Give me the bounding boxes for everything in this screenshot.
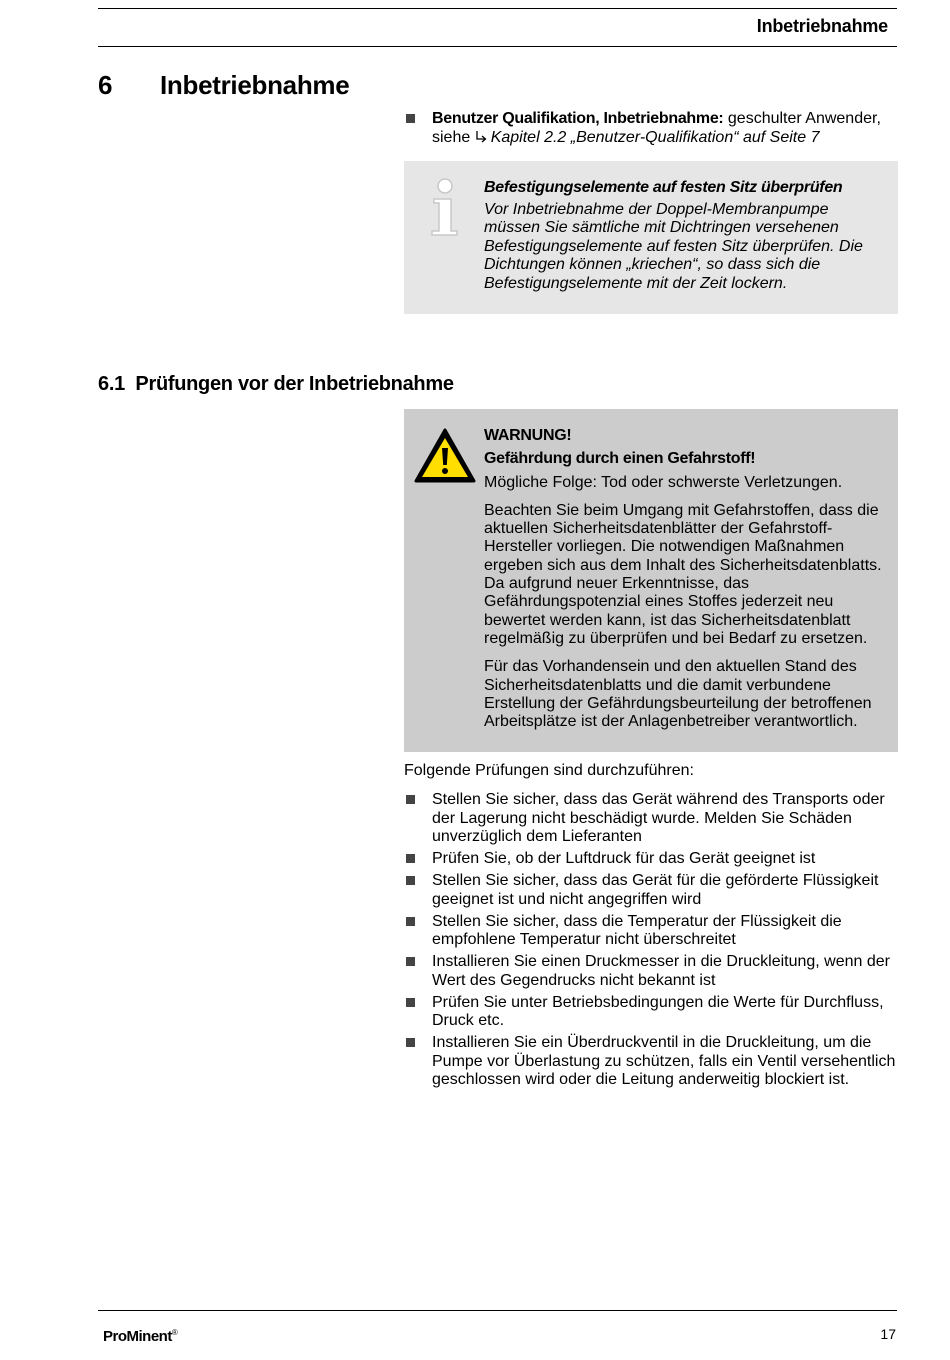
chapter-number: 6: [98, 70, 113, 100]
brand-logo: [103, 1328, 177, 1345]
warning-paragraph: Beachten Sie beim Umgang mit Gefahrstoffen, dass die aktuellen Sicherheitsdatenblätter der Gefahrstoff-Hersteller vorliegen. Die notwendigen Maßnahmen ergeben sich aus dem Inhalt des Sicherheitsdatenblatts. Da aufgrund neuer Erkenntnisse, das Gefährdungspotenzial eines Stoffes jederzeit neu bewertet werden kann, ist das Sicherheitsdatenblatt regelmäßig zu überprüfen und bei Bedarf zu ersetzen.: [484, 501, 882, 647]
section-heading: [98, 373, 454, 396]
warning-text: [484, 427, 889, 731]
checks-intro: Folgende Prüfungen sind durchzuführen:: [404, 762, 694, 779]
header-rule: [98, 8, 897, 9]
warning-box: [404, 409, 898, 752]
info-box: [404, 161, 898, 314]
qualification-list: [404, 110, 898, 147]
info-body: Vor Inbetriebnahme der Doppel-Membranpumpe müssen Sie sämtliche mit Dichtringen versehenen Befestigungselemente auf festen Sitz überprüfen. Die Dichtungen können „kriechen“, so dass sich die Befestigungselemente mit der Zeit lockern.: [484, 200, 863, 292]
qualification-label: Benutzer Qualifikation, Inbetriebnahme:: [432, 110, 724, 127]
header-underline: [98, 46, 897, 47]
warning-consequence: Mögliche Folge: Tod oder schwerste Verletzungen.: [484, 473, 843, 491]
info-text: [484, 179, 884, 293]
qualification-text: geschulter Anwender, siehe: [432, 110, 881, 146]
warning-triangle-icon: [413, 427, 477, 485]
info-title: Befestigungselemente auf festen Sitz überprüfen: [484, 179, 843, 196]
section-title: Prüfungen vor der Inbetriebnahme: [135, 373, 454, 395]
running-header: Inbetriebnahme: [756, 16, 888, 36]
trademark-symbol: ®: [171, 1328, 178, 1337]
page-number: 17: [880, 1326, 896, 1342]
list-item: Stellen Sie sicher, dass das Gerät während des Transports oder der Lagerung nicht beschädigt wurde. Melden Sie Schäden unverzüglich dem Lieferanten: [404, 791, 898, 847]
warning-signal-word: WARNUNG!: [484, 427, 572, 444]
list-item: Installieren Sie ein Überdruckventil in die Druckleitung, um die Pumpe vor Überlastung zu schützen, falls ein Ventil versehentlich geschlossen wird oder die Leitung anderweitig blockiert ist.: [404, 1034, 898, 1090]
list-item: Installieren Sie einen Druckmesser in die Druckleitung, wenn der Wert des Gegendrucks nicht bekannt ist: [404, 953, 898, 990]
list-item: Stellen Sie sicher, dass das Gerät für die geförderte Flüssigkeit geeignet ist und nicht angegriffen wird: [404, 872, 898, 909]
checks-list: [404, 791, 898, 1093]
brand-name: ProMinent: [103, 1328, 172, 1345]
qualification-item: [404, 110, 898, 147]
footer-rule: [98, 1310, 897, 1311]
warning-paragraph: Für das Vorhandensein und den aktuellen Stand des Sicherheitsdatenblatts und die damit verbundene Erstellung der Gefährdungsbeurteilung der betroffenen Arbeitsplätze ist der Anlagenbetreiber verantwortlich.: [484, 658, 872, 731]
qualification-link[interactable]: Kapitel 2.2 „Benutzer-Qualifikation“ auf Seite 7: [490, 128, 820, 146]
list-item: Prüfen Sie, ob der Luftdruck für das Gerät geeignet ist: [404, 850, 898, 869]
list-item: Stellen Sie sicher, dass die Temperatur der Flüssigkeit die empfohlene Temperatur nicht überschreitet: [404, 913, 898, 950]
list-item: Prüfen Sie unter Betriebsbedingungen die Werte für Durchfluss, Druck etc.: [404, 994, 898, 1031]
warning-hazard: Gefährdung durch einen Gefahrstoff!: [484, 450, 756, 468]
chapter-title: Inbetriebnahme: [160, 70, 350, 100]
section-number: 6.1: [98, 373, 125, 395]
info-icon: [426, 177, 466, 239]
arrow-link-icon: [475, 130, 488, 143]
